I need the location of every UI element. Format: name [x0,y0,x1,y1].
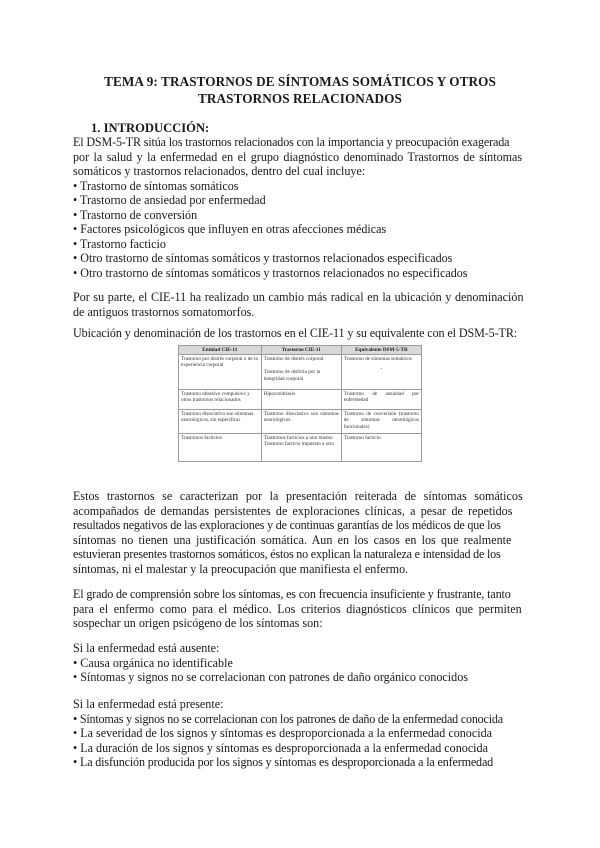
cell-text: Trastorno facticio impuesto a otro [263,441,335,448]
characterization-paragraph [73,489,535,576]
list-item: • Trastorno facticio [73,236,166,251]
caption-text: Ubicación y denominación de los trastornos en el CIE-11 y su equivalente con el DSM-5-TR: [73,326,518,340]
table-cell [341,390,421,410]
list-item: • Causa orgánica no identificable [73,655,233,670]
title-line-2: TRASTORNOS RELACIONADOS [198,91,402,106]
table-cell [179,410,262,434]
cell-text: Trastorno de distrés corporal [263,356,324,363]
cell-text: Trastorno de disforia por la integridad corporal [263,369,321,382]
list-item: • Otro trastorno de síntomas somáticos y trastornos relacionados especificados [73,251,453,265]
table-cell [341,355,421,390]
list-item: • Trastorno de síntomas somáticos [73,178,239,193]
text-line: sospechar un origen psicógeno de los síntomas son: [73,616,323,630]
table-row [179,410,422,434]
table-cell [261,390,341,410]
table-row [179,355,422,390]
table-row [179,434,422,462]
table-cell [261,434,341,462]
cell-text: Trastorno disociativo son síntomas neurológicos [263,411,339,424]
cell-text: Trastorno facticio [343,435,381,442]
present-section [73,697,535,770]
table-cell [341,410,421,434]
table-cell [179,355,262,390]
list-heading: Si la enfermedad está ausente: [73,641,220,655]
cie11-paragraph [73,290,535,319]
text-line: síntomas no tienen una justificación somática. Aun en los casos en los que realmente [73,532,512,547]
column-header: Trastorno CIE-11 [261,346,341,355]
text-line: para el enfermo como para el médico. Los criterios diagnósticos clínicos que permiten [73,601,522,616]
page-title [60,73,540,107]
table-cell [341,434,421,462]
cell-text: Trastornos facticios a uno mismo [263,435,333,442]
text-line: El DSM-5-TR sitúa los trastornos relacionados con la importancia y preocupación exagerada [73,135,510,149]
table-caption [73,326,535,341]
list-item: • Trastorno de conversión [73,207,198,222]
comparison-table [178,345,422,462]
table-cell [261,410,341,434]
list-item: • Síntomas y signos no se correlacionan con patrones de daño orgánico conocidos [73,670,468,684]
list-item: • Factores psicológicos que influyen en otras afecciones médicas [73,222,387,236]
list-item: • La severidad de los signos y síntomas es desproporcionada a la enfermedad conocida [73,726,492,740]
column-header: Entidad CIE-11 [179,346,262,355]
list-heading: Si la enfermedad está presente: [73,697,224,711]
table-cell [261,355,341,390]
text-line: estuvieran presentes trastornos somáticos, éstos no explican la naturaleza e intensidad de los [73,547,501,561]
text-line: acompañados de demandas persistentes de exploraciones clínicas, a pesar de repetidos [73,503,513,518]
comprehension-paragraph [73,587,535,631]
cell-text: Trastorno obsesivo compulsivo y otros trastornos relacionados [181,391,250,404]
cell-text: Trastornos facticios [181,435,222,442]
list-item: • Síntomas y signos no se correlacionan con los patrones de daño de la enfermedad conocida [73,711,503,726]
text-line: por la salud y la enfermedad en el grupo diagnóstico denominado Trastornos de síntomas [73,149,523,164]
cell-text: Trastorno de síntomas somáticos [343,356,412,363]
list-item: • La disfunción producida por los signos y síntomas es desproporcionada a la enfermedad [73,755,494,769]
cell-text: Trastorno de conversión (trastorno de síntomas neurológicos funcionales) [343,411,419,430]
text-line: Estos trastornos se caracterizan por la presentación reiterada de síntomas somáticos [73,489,523,503]
cell-text: - [380,366,383,373]
table-cell [179,390,262,410]
cell-text: Trastorno de ansiedad por enfermedad [343,391,419,404]
column-header: Equivalente DSM-5-TR [341,346,421,355]
text-line: El grado de comprensión sobre los síntomas, es con frecuencia insuficiente y frustrante, tanto [73,587,511,601]
list-item: • Otro trastorno de síntomas somáticos y trastornos relacionados no especificados [73,265,468,280]
table-header-row [179,346,422,355]
text-line: de antiguos trastornos somatomorfos. [73,304,255,319]
text-line: resultados negativos de las exploraciones y de continuas garantías de los médicos de que los [73,518,501,532]
list-item: • Trastorno de ansiedad por enfermedad [73,193,266,207]
title-line-1: TEMA 9: TRASTORNOS DE SÍNTOMAS SOMÁTICOS Y OTROS [104,74,496,89]
text-line: síntomas, ni el malestar y la preocupación que manifiesta el enfermo. [73,561,409,576]
text-line: Por su parte, el CIE-11 ha realizado un cambio más radical en la ubicación y denominación [73,290,524,304]
text-line: somáticos y trastornos relacionados, dentro del cual incluye: [73,164,366,178]
cell-text: Trastorno por distrés corporal o de la experiencia corporal [181,356,258,369]
cell-text: Hipocondriasis [263,391,296,398]
section-heading-introduction: 1. INTRODUCCIÓN: [91,121,210,135]
intro-paragraph [73,135,535,280]
list-item: • La duración de los signos y síntomas es desproporcionada a la enfermedad conocida [73,740,488,755]
table-row [179,390,422,410]
table-cell [179,434,262,462]
absent-section [73,641,535,685]
cell-text: Trastorno disociativo son síntomas neurológicos, sin especificar [181,411,254,424]
